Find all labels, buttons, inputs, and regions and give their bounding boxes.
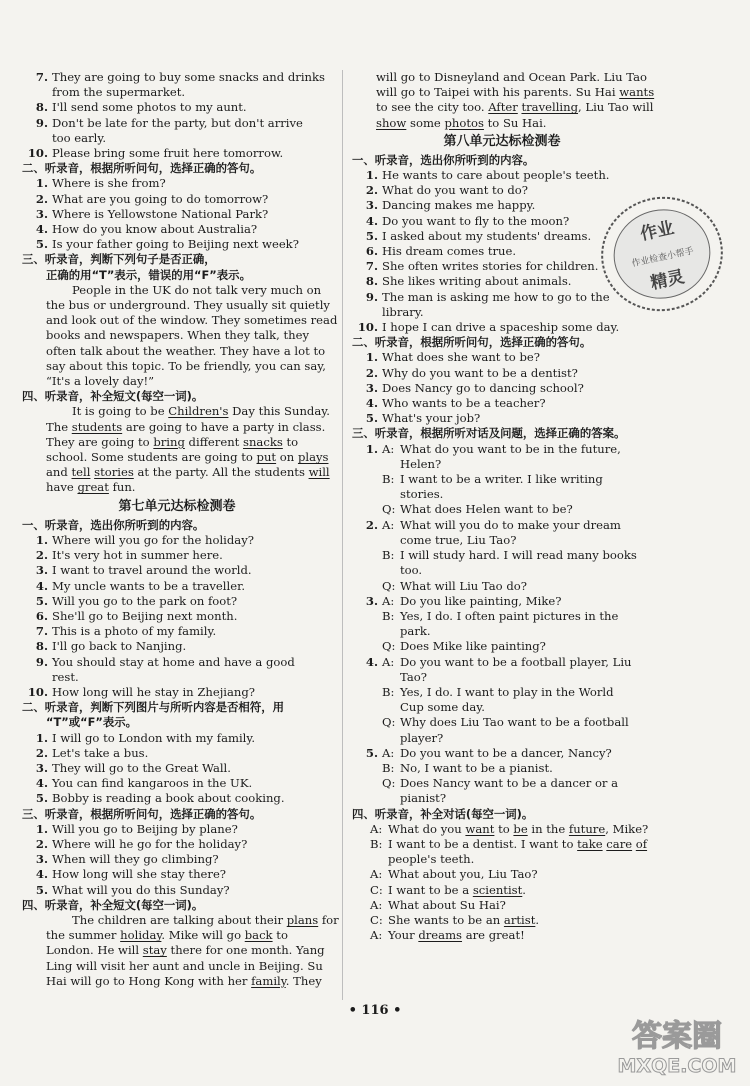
dialogue-line	[352, 746, 652, 761]
item-number: 5.	[35, 237, 48, 252]
question-item	[22, 100, 332, 115]
item-number: 5.	[35, 882, 48, 897]
item-number: 1.	[35, 821, 48, 836]
item-number: 10.	[357, 320, 378, 335]
section-heading: 四、听录音，补全对话(每空一词)。	[352, 806, 534, 821]
blank-answer: care	[606, 836, 633, 851]
question-item	[22, 746, 332, 761]
item-number: 10.	[27, 684, 48, 699]
item-text: How long will she stay there?	[52, 867, 227, 882]
item-number: 1.	[365, 441, 378, 456]
passage-line: say about this topic. To be friendly, you can say,	[46, 358, 326, 373]
item-number: 3.	[35, 206, 48, 221]
dialogue-text: What does Helen want to be?	[400, 502, 573, 517]
dialogue-continuation: come true, Liu Tao?	[400, 532, 517, 547]
item-number: 8.	[35, 639, 48, 654]
blank-answer: tell	[71, 465, 91, 480]
question-item	[22, 639, 332, 654]
question-item	[352, 381, 652, 396]
blank-answer: be	[513, 821, 528, 836]
passage-line: to see the city too. After travelling, Liu Tao will	[376, 100, 654, 115]
dialogue-continuation: player?	[400, 730, 444, 745]
blank-answer: family	[251, 973, 286, 988]
dialogue-continuation: too.	[400, 563, 423, 578]
blank-answer: show	[376, 115, 407, 130]
question-item	[22, 655, 332, 670]
passage-line: Ling will visit her aunt and uncle in Beijing. Su	[46, 958, 323, 973]
section-heading: 三、听录音，根据所听对话及问题，选择正确的答案。	[352, 426, 626, 441]
item-text: What does she want to be?	[382, 350, 540, 365]
item-number: 5.	[35, 593, 48, 608]
passage-line: the bus or underground. They usually sit quietly	[46, 298, 330, 313]
passage-line: It is going to be Children's Day this Sunday.	[72, 404, 330, 419]
dialogue-line	[352, 898, 652, 913]
section-heading: 一、听录音，选出你所听到的内容。	[22, 517, 205, 532]
item-text: Will you go to the park on foot?	[52, 593, 238, 608]
dialogue-text: Yes, I do. I often paint pictures in the	[400, 608, 619, 623]
unit-title: 第八单元达标检测卷	[443, 133, 561, 149]
dialogue-text: Your dreams are great!	[388, 928, 525, 943]
dialogue-text: Why does Liu Tao want to be a football	[400, 715, 629, 730]
item-number: 7.	[365, 259, 378, 274]
item-continuation: from the supermarket.	[52, 85, 186, 100]
speaker-label: B:	[382, 608, 395, 623]
item-number: 10.	[27, 146, 48, 161]
item-number: 1.	[365, 168, 378, 183]
dialogue-continuation: people's teeth.	[388, 852, 475, 867]
item-number: 3.	[35, 852, 48, 867]
question-item	[352, 183, 652, 198]
blank-answer: artist	[503, 912, 536, 927]
item-number: 5.	[365, 411, 378, 426]
item-number: 3.	[365, 380, 378, 395]
question-item	[22, 533, 332, 548]
question-item	[22, 624, 332, 639]
question-item	[22, 176, 332, 191]
section-heading: 四、听录音，补全短文(每空一词)。	[22, 897, 204, 912]
question-item	[352, 366, 652, 381]
blank-answer: wants	[619, 85, 655, 100]
question-item	[22, 867, 332, 882]
passage-line: show some photos to Su Hai.	[376, 115, 547, 130]
page-number: • 116 •	[348, 1003, 402, 1018]
item-text: I'll send some photos to my aunt.	[52, 100, 247, 115]
speaker-label: A:	[382, 654, 395, 669]
item-text: What's your job?	[382, 411, 481, 426]
dialogue-text: Do you like painting, Mike?	[400, 593, 562, 608]
blank-answer: put	[256, 450, 277, 465]
speaker-label: A:	[370, 897, 383, 912]
item-text: I'll go back to Nanjing.	[52, 639, 187, 654]
speaker-label: A:	[382, 441, 395, 456]
dialogue-line	[352, 685, 652, 700]
item-number: 8.	[365, 274, 378, 289]
item-text: You should stay at home and have a good	[52, 654, 295, 669]
speaker-label: A:	[370, 821, 383, 836]
dialogue-line	[352, 472, 652, 487]
blank-answer: stories	[94, 465, 134, 480]
section-heading: 三、听录音，判断下列句子是否正确，	[22, 252, 216, 267]
item-number: 5.	[365, 745, 378, 760]
dialogue-line	[352, 761, 652, 776]
blank-answer: will	[308, 465, 330, 480]
dialogue-continuation: park.	[400, 624, 431, 639]
item-text: Bobby is reading a book about cooking.	[52, 791, 285, 806]
blank-answer: plans	[286, 912, 319, 927]
watermark-logo	[612, 1012, 742, 1078]
item-text: Where will he go for the holiday?	[52, 836, 248, 851]
item-text: This is a photo of my family.	[52, 624, 217, 639]
item-text: Dancing makes me happy.	[382, 198, 536, 213]
speaker-label: Q:	[382, 776, 396, 791]
item-number: 5.	[365, 228, 378, 243]
item-text: When will they go climbing?	[52, 852, 219, 867]
item-number: 4.	[35, 867, 48, 882]
item-text: Where is Yellowstone National Park?	[52, 206, 269, 221]
item-number: 9.	[35, 654, 48, 669]
item-number: 7.	[35, 70, 48, 84]
speaker-label: A:	[382, 745, 395, 760]
dialogue-continuation: pianist?	[400, 791, 447, 806]
speaker-label: A:	[382, 593, 395, 608]
item-text: What are you going to do tomorrow?	[52, 191, 269, 206]
passage-line: the summer holiday. Mike will go back to	[46, 928, 288, 943]
section-heading: 一、听录音，选出你所听到的内容。	[352, 152, 535, 167]
dialogue-text: I want to be a writer. I like writing	[400, 472, 603, 487]
dialogue-line	[352, 609, 652, 624]
item-text: Will you go to Beijing by plane?	[52, 821, 238, 836]
dialogue-text: I want to be a dentist. I want to take care of	[388, 836, 648, 851]
question-item	[22, 563, 332, 578]
question-item	[22, 776, 332, 791]
item-number: 4.	[365, 213, 378, 228]
speaker-label: B:	[382, 760, 395, 775]
stamp-seal	[586, 178, 738, 330]
item-text: I asked about my students' dreams.	[382, 228, 592, 243]
item-text: Is your father going to Beijing next week?	[52, 237, 299, 252]
column-divider	[342, 70, 343, 1000]
blank-answer: holiday	[120, 928, 162, 943]
question-item	[22, 548, 332, 563]
dialogue-text: Yes, I do. I want to play in the World	[400, 684, 614, 699]
dialogue-text: What will Liu Tao do?	[400, 578, 527, 593]
blank-answer: Children's	[168, 404, 229, 419]
question-item	[22, 731, 332, 746]
dialogue-line	[352, 883, 652, 898]
item-text: You can find kangaroos in the UK.	[52, 776, 253, 791]
item-text: His dream comes true.	[382, 244, 517, 259]
passage-line: London. He will stay there for one month. Yang	[46, 943, 325, 958]
item-number: 1.	[35, 532, 48, 547]
passage-line: books and newspapers. When they talk, they	[46, 328, 310, 343]
dialogue-text: What will you do to make your dream	[400, 517, 621, 532]
dialogue-line	[352, 442, 652, 457]
speaker-label: C:	[370, 882, 383, 897]
dialogue-line	[352, 502, 652, 517]
item-text: He wants to care about people's teeth.	[382, 168, 610, 183]
question-item	[352, 396, 652, 411]
question-item	[22, 791, 332, 806]
item-text: I hope I can drive a spaceship some day.	[382, 320, 620, 335]
item-number: 4.	[35, 776, 48, 791]
passage-line: and look out of the window. They sometimes read	[46, 313, 338, 328]
item-number: 5.	[35, 791, 48, 806]
item-number: 2.	[35, 745, 48, 760]
section-heading-continuation: “T”或“F”表示。	[46, 715, 138, 730]
passage-line: school. Some students are going to put on plays	[46, 450, 329, 465]
item-text: Where is she from?	[52, 176, 166, 191]
blank-answer: students	[71, 419, 123, 434]
dialogue-text: What do you want to be in the future,	[400, 441, 621, 456]
item-text: How do you know about Australia?	[52, 222, 258, 237]
question-item	[22, 761, 332, 776]
item-text: What do you want to do?	[382, 183, 528, 198]
item-text: Don't be late for the party, but don't arrive	[52, 115, 303, 130]
speaker-label: A:	[370, 867, 383, 882]
question-item	[22, 579, 332, 594]
blank-answer: of	[635, 836, 648, 851]
item-number: 6.	[35, 608, 48, 623]
dialogue-line	[352, 776, 652, 791]
question-item	[352, 320, 652, 335]
watermark-line1: 答案圈	[632, 1019, 722, 1054]
item-number: 2.	[365, 517, 378, 532]
item-number: 9.	[365, 289, 378, 304]
speaker-label: C:	[370, 912, 383, 927]
item-number: 1.	[365, 350, 378, 365]
item-number: 2.	[35, 191, 48, 206]
dialogue-text: What do you want to be in the future, Mike?	[388, 821, 649, 836]
item-text: I want to travel around the world.	[52, 563, 252, 578]
question-item	[352, 350, 652, 365]
speaker-label: B:	[382, 684, 395, 699]
stamp-bottom-text: 精灵	[648, 267, 687, 294]
dialogue-line	[352, 715, 652, 730]
item-text: My uncle wants to be a traveller.	[52, 578, 246, 593]
dialogue-line	[352, 594, 652, 609]
item-number: 6.	[365, 244, 378, 259]
speaker-label: B:	[382, 472, 395, 487]
item-text: They are going to buy some snacks and drinks	[52, 70, 325, 84]
item-text: They will go to the Great Wall.	[52, 760, 231, 775]
dialogue-line	[352, 837, 652, 852]
passage-line: and tell stories at the party. All the students will	[46, 465, 330, 480]
blank-answer: photos	[444, 115, 484, 130]
dialogue-continuation: stories.	[400, 487, 444, 502]
item-number: 2.	[35, 548, 48, 563]
question-item	[352, 411, 652, 426]
item-number: 1.	[35, 176, 48, 191]
passage-line: often talk about the weather. They have a lot to	[46, 343, 326, 358]
item-text: She'll go to Beijing next month.	[52, 608, 238, 623]
item-text: I will go to London with my family.	[52, 730, 256, 745]
section-heading: 四、听录音，补全短文(每空一词)。	[22, 389, 204, 404]
dialogue-line	[352, 655, 652, 670]
question-item	[22, 822, 332, 837]
dialogue-continuation: Tao?	[400, 669, 427, 684]
question-item	[352, 168, 652, 183]
blank-answer: future	[568, 821, 606, 836]
passage-line: They are going to bring different snacks to	[46, 434, 299, 449]
passage-line: will go to Taipei with his parents. Su Hai wants	[376, 85, 655, 100]
dialogue-text: I will study hard. I will read many books	[400, 548, 637, 563]
item-number: 7.	[35, 624, 48, 639]
item-text: She likes writing about animals.	[382, 274, 572, 289]
dialogue-text: She wants to be an artist.	[388, 912, 540, 927]
dialogue-continuation: Cup some day.	[400, 700, 485, 715]
item-text: Let's take a bus.	[52, 745, 149, 760]
item-continuation: too early.	[52, 130, 107, 145]
item-continuation: library.	[382, 304, 424, 319]
question-item	[22, 207, 332, 222]
item-text: How long will he stay in Zhejiang?	[52, 684, 256, 699]
item-text: Who wants to be a teacher?	[382, 396, 546, 411]
item-number: 3.	[35, 760, 48, 775]
blank-answer: bring	[153, 434, 185, 449]
passage-line: Hai will go to Hong Kong with her family. They	[46, 973, 322, 988]
dialogue-line	[352, 928, 652, 943]
question-item	[22, 685, 332, 700]
item-text: Does Nancy go to dancing school?	[382, 380, 584, 395]
passage-line: “It's a lovely day!”	[46, 374, 155, 389]
item-text: Where will you go for the holiday?	[52, 532, 254, 547]
dialogue-line	[352, 867, 652, 882]
unit-title: 第七单元达标检测卷	[118, 498, 236, 514]
passage-line: have great fun.	[46, 480, 136, 495]
blank-answer: stay	[142, 943, 167, 958]
blank-answer: dreams	[418, 928, 463, 943]
dialogue-line	[352, 579, 652, 594]
item-number: 2.	[35, 836, 48, 851]
blank-answer: After	[488, 100, 518, 115]
left-column	[22, 70, 339, 989]
blank-answer: snacks	[243, 434, 283, 449]
section-heading: 三、听录音，根据所听问句，选择正确的答句。	[22, 806, 262, 821]
passage-line: will go to Disneyland and Ocean Park. Liu Tao	[376, 70, 647, 84]
question-item	[22, 609, 332, 624]
dialogue-text: No, I want to be a pianist.	[400, 760, 553, 775]
passage-line: The children are talking about their plans for	[72, 912, 339, 927]
item-number: 8.	[35, 100, 48, 115]
blank-answer: scientist	[472, 882, 523, 897]
dialogue-text: What about you, Liu Tao?	[388, 867, 538, 882]
item-number: 2.	[365, 365, 378, 380]
blank-answer: plays	[297, 450, 329, 465]
item-text: The man is asking me how to go to the	[382, 289, 610, 304]
speaker-label: B:	[382, 548, 395, 563]
question-item	[22, 594, 332, 609]
question-item	[22, 837, 332, 852]
dialogue-text: Do you want to be a football player, Liu	[400, 654, 632, 669]
blank-answer: great	[77, 480, 109, 495]
item-number: 2.	[365, 183, 378, 198]
dialogue-text: Does Nancy want to be a dancer or a	[400, 776, 619, 791]
item-number: 3.	[35, 563, 48, 578]
dialogue-text: Does Mike like painting?	[400, 639, 546, 654]
item-number: 4.	[365, 654, 378, 669]
question-item	[22, 852, 332, 867]
speaker-label: A:	[382, 517, 395, 532]
blank-answer: back	[244, 928, 273, 943]
item-number: 4.	[35, 222, 48, 237]
item-number: 1.	[35, 730, 48, 745]
speaker-label: Q:	[382, 578, 396, 593]
speaker-label: A:	[370, 928, 383, 943]
item-number: 9.	[35, 115, 48, 130]
dialogue-line	[352, 548, 652, 563]
stamp-top-text: 作业	[638, 218, 676, 245]
item-number: 3.	[365, 593, 378, 608]
passage-line: The students are going to have a party in class.	[46, 419, 326, 434]
dialogue-text: I want to be a scientist.	[388, 882, 526, 897]
question-item	[22, 222, 332, 237]
watermark-line2: MXQE.COM	[617, 1055, 737, 1077]
item-text: Please bring some fruit here tomorrow.	[52, 146, 284, 161]
speaker-label: Q:	[382, 502, 396, 517]
dialogue-continuation: Helen?	[400, 456, 442, 471]
item-text: It's very hot in summer here.	[52, 548, 223, 563]
item-number: 4.	[35, 578, 48, 593]
blank-answer: want	[465, 821, 495, 836]
question-item	[22, 192, 332, 207]
blank-answer: travelling	[521, 100, 579, 115]
question-item	[22, 237, 332, 252]
item-text: Why do you want to be a dentist?	[382, 365, 578, 380]
section-heading: 二、听录音，根据所听问句，选择正确的答句。	[22, 161, 262, 176]
stamp-ring-text: 作业检查小帮手	[630, 246, 695, 270]
section-heading: 二、听录音，判断下列图片与所听内容是否相符，用	[22, 700, 284, 715]
item-text: Do you want to fly to the moon?	[382, 213, 570, 228]
dialogue-line	[352, 518, 652, 533]
item-text: She often writes stories for children.	[382, 259, 599, 274]
dialogue-line	[352, 822, 652, 837]
dialogue-line	[352, 639, 652, 654]
question-item	[22, 116, 332, 131]
passage-line: People in the UK do not talk very much on	[72, 282, 322, 297]
item-text: What will you do this Sunday?	[52, 882, 230, 897]
dialogue-line	[352, 913, 652, 928]
section-heading: 二、听录音，根据所听问句，选择正确的答句。	[352, 335, 592, 350]
item-number: 3.	[365, 198, 378, 213]
question-item	[22, 883, 332, 898]
speaker-label: B:	[370, 836, 383, 851]
item-continuation: rest.	[52, 669, 79, 684]
question-item	[22, 146, 332, 161]
item-number: 4.	[365, 396, 378, 411]
speaker-label: Q:	[382, 715, 396, 730]
blank-answer: take	[577, 836, 603, 851]
section-heading-continuation: 正确的用“T”表示，错误的用“F”表示。	[46, 267, 251, 282]
question-item	[22, 70, 332, 85]
speaker-label: Q:	[382, 639, 396, 654]
dialogue-text: What about Su Hai?	[388, 897, 506, 912]
dialogue-text: Do you want to be a dancer, Nancy?	[400, 745, 612, 760]
